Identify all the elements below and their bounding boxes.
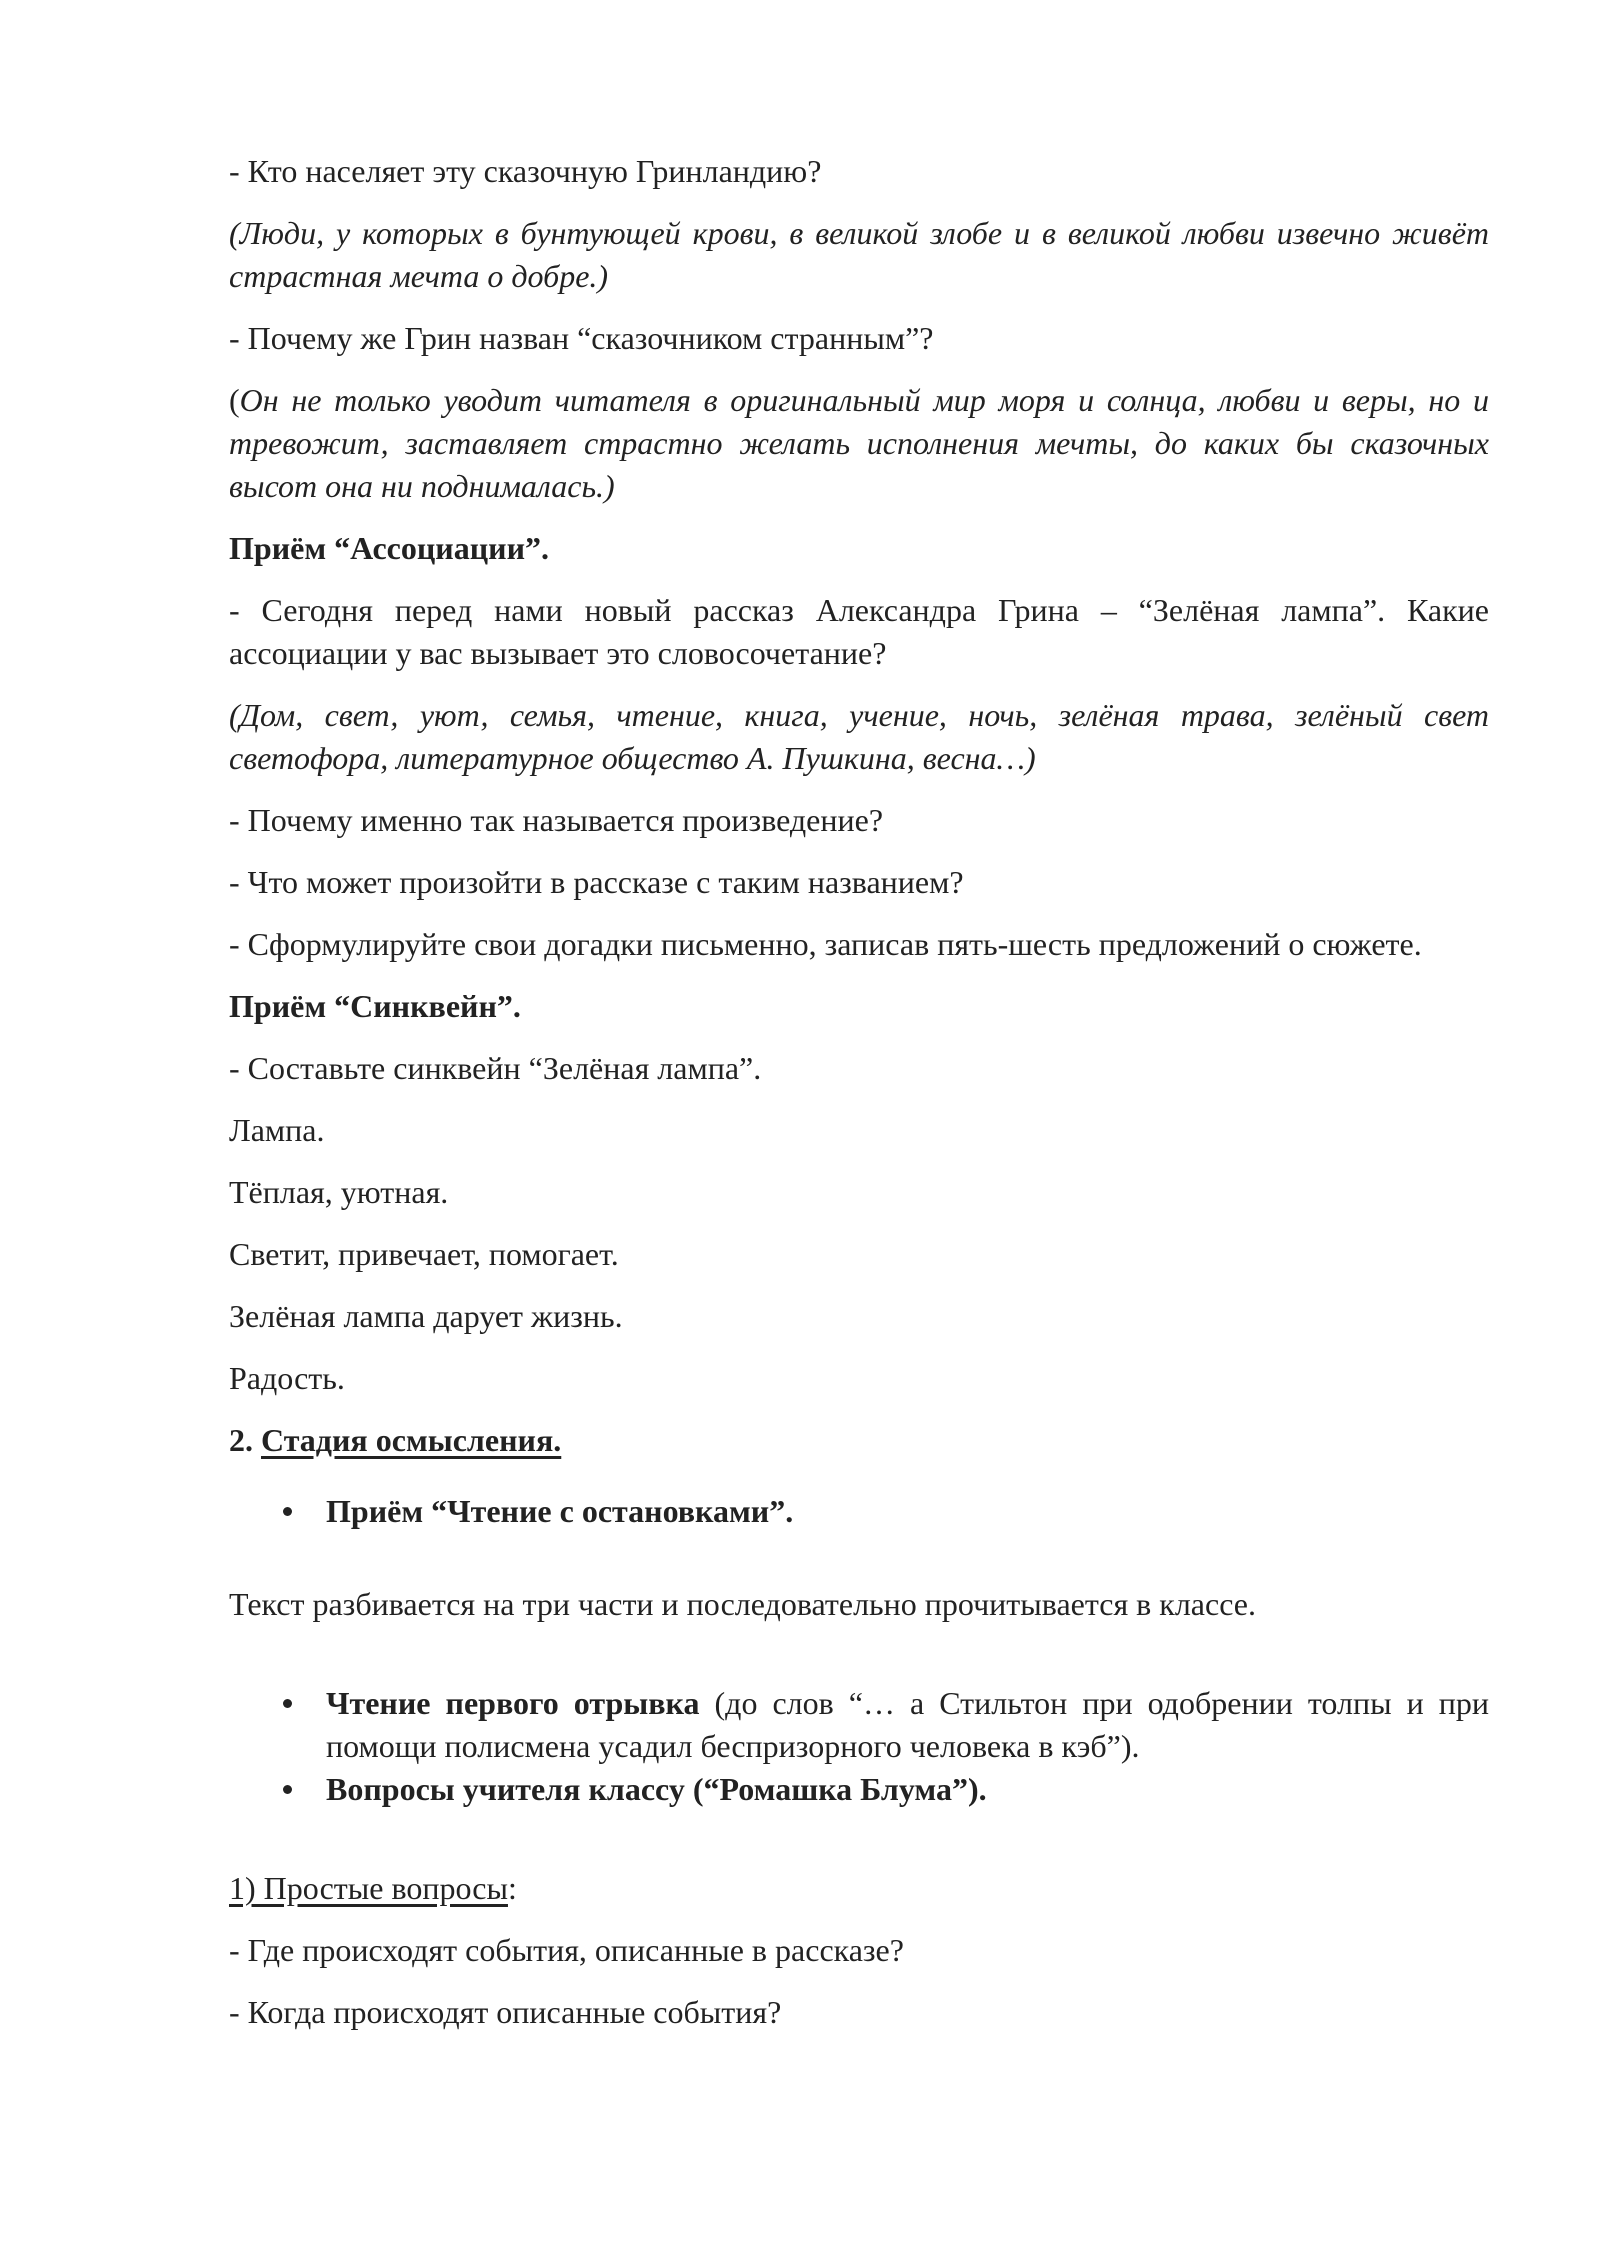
question-why-strange: - Почему же Грин назван “сказочником странным”? [229, 320, 934, 356]
answer-associations: (Дом, свет, уют, семья, чтение, книга, учение, ночь, зелёная трава, зелёный свет светофора, литературное общество А. Пушкина, весна…) [229, 697, 1489, 776]
document-page [229, 150, 1489, 2053]
bullet-list-reading [229, 1490, 1489, 1533]
question-what-happens: - Что может произойти в рассказе с таким названием? [229, 864, 964, 900]
simple-questions-label: 1) Простые вопросы [229, 1870, 508, 1906]
bullet-teacher-questions: Вопросы учителя классу (“Ромашка Блума”). [326, 1771, 987, 1807]
heading-associations: Приём “Ассоциации”. [229, 530, 550, 566]
task-formulate: - Сформулируйте свои догадки письменно, записав пять-шесть предложений о сюжете. [229, 926, 1422, 962]
paragraph-new-story: - Сегодня перед нами новый рассказ Александра Грина – “Зелёная лампа”. Какие ассоциации у вас вызывает это словосочетание? [229, 592, 1489, 671]
question-why-title: - Почему именно так называется произведение? [229, 802, 884, 838]
stage-title: Стадия осмысления. [261, 1422, 562, 1458]
bullet-icon [283, 1507, 292, 1516]
task-cinquain: - Составьте синквейн “Зелёная лампа”. [229, 1050, 762, 1086]
answer-people: (Люди, у которых в бунтующей крови, в великой злобе и в великой любви извечно живёт страстная мечта о добре.) [229, 215, 1489, 294]
cinquain-line-3: Светит, привечает, помогает. [229, 1236, 619, 1272]
cinquain-line-2: Тёплая, уютная. [229, 1174, 449, 1210]
question-where: - Где происходят события, описанные в рассказе? [229, 1932, 904, 1968]
bullet-icon [283, 1699, 292, 1708]
answer-he-leads [229, 379, 1489, 508]
question-when: - Когда происходят описанные события? [229, 1994, 782, 2030]
question-who-inhabits: - Кто населяет эту сказочную Гринландию? [229, 153, 822, 189]
bullet-icon [283, 1785, 292, 1794]
bullet-first-excerpt-text: (до слов “… а Стильтон при одобрении толпы и при помощи полисмена усадил беспризорного человека в кэб”). [326, 1685, 1490, 1764]
list-item [229, 1682, 1489, 1768]
cinquain-line-1: Лампа. [229, 1112, 325, 1148]
answer-open-paren: ( [229, 382, 240, 418]
stage-number: 2. [229, 1422, 261, 1458]
heading-simple-questions [229, 1867, 1489, 1910]
bullet-reading-stops: Приём “Чтение с остановками”. [326, 1493, 794, 1529]
list-item [229, 1490, 1489, 1533]
bullet-first-excerpt-label: Чтение первого отрывка [326, 1685, 700, 1721]
bullet-list-steps [229, 1682, 1489, 1811]
answer-he-leads-text: Он не только уводит читателя в оригинальный мир моря и солнца, любви и веры, но и тревожит, заставляет страстно желать исполнения мечты, до каких бы сказочных высот она ни поднималась.) [229, 382, 1489, 504]
heading-cinquain: Приём “Синквейн”. [229, 988, 521, 1024]
paragraph-text-split: Текст разбивается на три части и последовательно прочитывается в классе. [229, 1586, 1256, 1622]
list-item [229, 1768, 1489, 1811]
simple-questions-colon: : [507, 1870, 517, 1906]
cinquain-line-5: Радость. [229, 1360, 345, 1396]
heading-stage-2 [229, 1419, 1489, 1462]
cinquain-line-4: Зелёная лампа дарует жизнь. [229, 1298, 623, 1334]
